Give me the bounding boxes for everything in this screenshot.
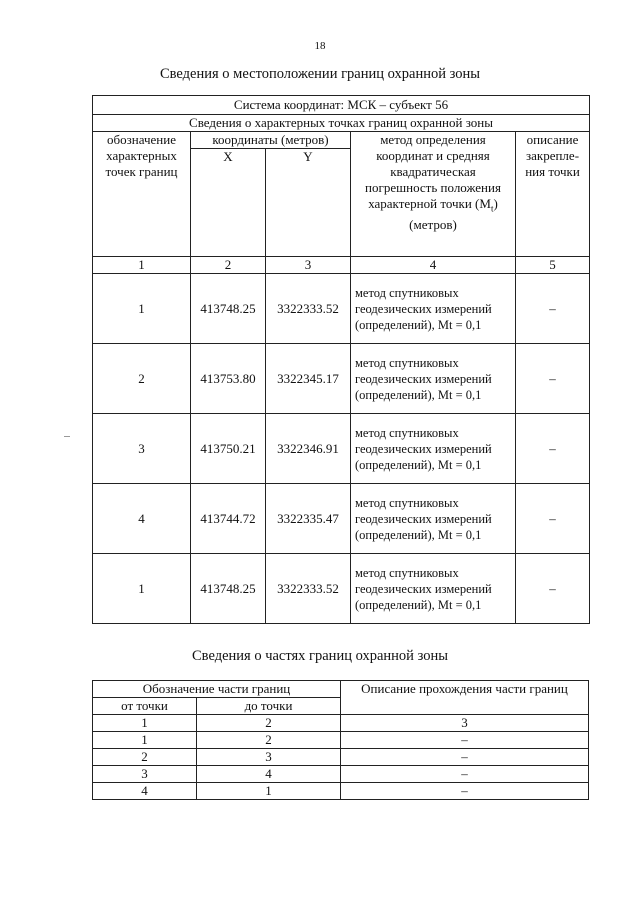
part-description: –: [341, 749, 589, 766]
coord-x: 413750.21: [191, 414, 266, 484]
method: метод спутниковых геодезических измерений (определений), Mt = 0,1: [351, 484, 516, 554]
table-row: [93, 484, 590, 554]
from-point: 1: [93, 732, 197, 749]
coordinate-system: Система координат: МСК – субъект 56: [93, 96, 590, 115]
col-to: до точки: [197, 698, 341, 715]
col-x: X: [191, 149, 266, 257]
section-title-parts: Сведения о частях границ охранной зоны: [192, 648, 448, 664]
point-id: 2: [93, 344, 191, 414]
coord-x: 413744.72: [191, 484, 266, 554]
from-point: 2: [93, 749, 197, 766]
margin-mark: [64, 436, 70, 437]
col-coordinates: координаты (метров): [191, 132, 351, 149]
to-point: 3: [197, 749, 341, 766]
method: метод спутниковых геодезических измерений (определений), Mt = 0,1: [351, 414, 516, 484]
point-id: 1: [93, 554, 191, 624]
to-point: 1: [197, 783, 341, 800]
part-description: –: [341, 783, 589, 800]
part-description: –: [341, 732, 589, 749]
point-description: –: [516, 274, 590, 344]
col-part-designation: Обозначение части границ: [93, 681, 341, 698]
part-description: –: [341, 766, 589, 783]
from-point: 4: [93, 783, 197, 800]
point-id: 3: [93, 414, 191, 484]
col-number: 4: [351, 257, 516, 274]
col-method: метод определения координат и средняя квадратическая погрешность положения характерной точки $(M_t)$ (метров): [351, 132, 516, 257]
coord-y: 3322333.52: [266, 554, 351, 624]
col-number: 1: [93, 715, 197, 732]
col-from: от точки: [93, 698, 197, 715]
table-row: [93, 414, 590, 484]
method: метод спутниковых геодезических измерений (определений), Mt = 0,1: [351, 344, 516, 414]
section-title-boundaries: Сведения о местоположении границ охранной зоны: [159, 66, 480, 82]
table-row: [93, 766, 589, 783]
col-designation: обозначение характерных точек границ: [93, 132, 191, 257]
point-description: –: [516, 344, 590, 414]
to-point: 2: [197, 732, 341, 749]
point-id: 4: [93, 484, 191, 554]
col-y: Y: [266, 149, 351, 257]
page-number: 18: [314, 40, 326, 52]
point-description: –: [516, 554, 590, 624]
table-row: [93, 783, 589, 800]
point-id: 1: [93, 274, 191, 344]
coord-y: 3322346.91: [266, 414, 351, 484]
coord-x: 413748.25: [191, 274, 266, 344]
method: метод спутниковых геодезических измерений (определений), Mt = 0,1: [351, 274, 516, 344]
col-number: 3: [341, 715, 589, 732]
coord-x: 413753.80: [191, 344, 266, 414]
table-row: [93, 344, 590, 414]
table-row: [93, 554, 590, 624]
coord-y: 3322335.47: [266, 484, 351, 554]
col-number: 2: [197, 715, 341, 732]
points-header: Сведения о характерных точках границ охранной зоны: [93, 115, 590, 132]
col-number: 3: [266, 257, 351, 274]
coordinates-table: [92, 95, 590, 624]
coord-x: 413748.25: [191, 554, 266, 624]
col-number: 5: [516, 257, 590, 274]
to-point: 4: [197, 766, 341, 783]
table-row: [93, 274, 590, 344]
col-number: 2: [191, 257, 266, 274]
coord-y: 3322345.17: [266, 344, 351, 414]
col-description: описание закрепле-ния точки: [516, 132, 590, 257]
table-row: [93, 749, 589, 766]
col-number: 1: [93, 257, 191, 274]
from-point: 3: [93, 766, 197, 783]
point-description: –: [516, 484, 590, 554]
boundary-parts-table: [92, 680, 589, 800]
col-part-description: Описание прохождения части границ: [341, 681, 589, 715]
point-description: –: [516, 414, 590, 484]
coord-y: 3322333.52: [266, 274, 351, 344]
table-row: [93, 732, 589, 749]
method: метод спутниковых геодезических измерений (определений), Mt = 0,1: [351, 554, 516, 624]
